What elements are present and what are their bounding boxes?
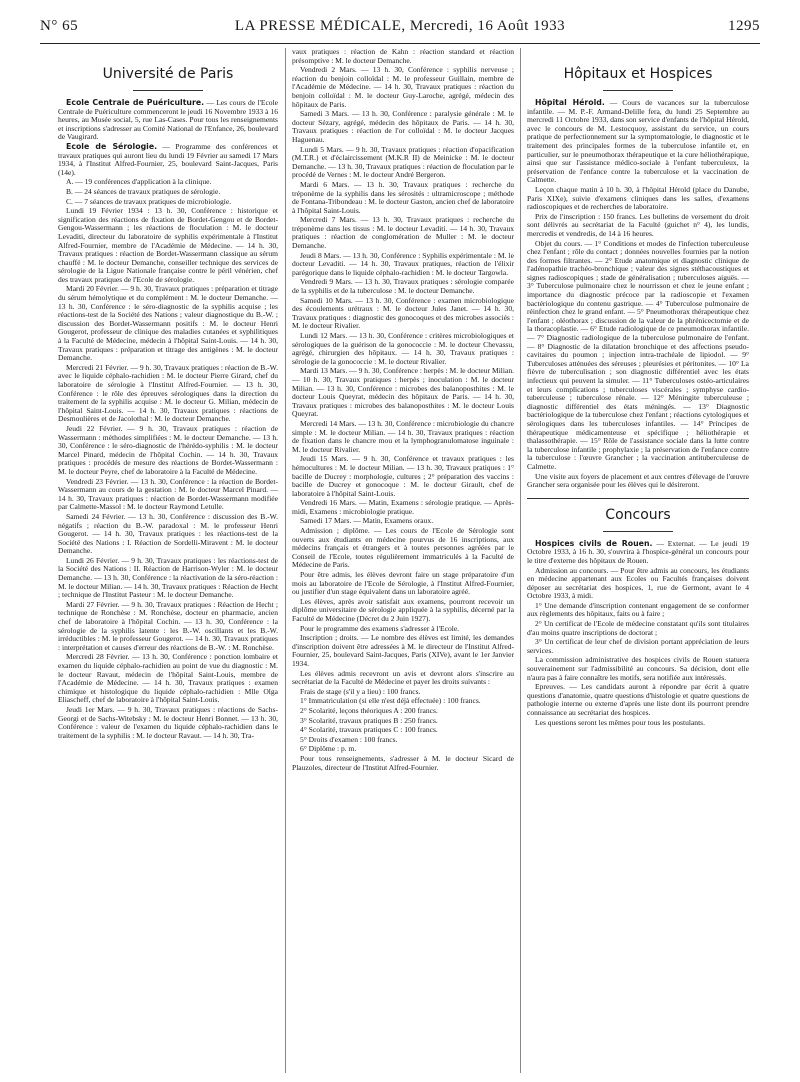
paragraph [292, 367, 514, 419]
column-2 [292, 48, 514, 1068]
paragraph-text: vaux pratiques : réaction de Kahn : réaction standard et réaction présomptive : M. le docteur Demanche. [292, 48, 514, 65]
paragraph-text: A. — 19 conférences d'application à la clinique. [66, 177, 212, 187]
section-rule [527, 498, 749, 499]
paragraph-text: Jeudi 1er Mars. — 9 h. 30, Travaux pratiques : réactions de Sachs-Georgi et de Sachs-Witebsky : M. le docteur Henri Bonnet. — 13 h. 30, Conférence : valeur de l'examen du liquide céphalo-rachidien dans le traitement de la syphilis : M. le docteur Ravaut. — 14 h. 30, Tra- [58, 704, 278, 740]
paragraph-text: — Externat. — Le jeudi 19 Octobre 1933, à 16 h. 30, s'ouvrira à l'hospice-général un concours pour le titre d'externe des hôpitaux de Rouen. [527, 538, 749, 565]
paragraph [292, 110, 514, 144]
title-rule [603, 90, 673, 91]
paragraph [527, 240, 749, 472]
paragraph [292, 181, 514, 215]
paragraph [58, 143, 278, 177]
paragraph [292, 297, 514, 331]
paragraph [292, 598, 514, 624]
paragraph-text: Frais de stage (s'il y a lieu) : 100 francs. [300, 686, 421, 696]
page-header [40, 18, 760, 42]
paragraph-text: Mardi 20 Février. — 9 h. 30, Travaux pratiques : préparation et titrage du sérum hémolytique et du complément : M. le docteur Demanche. — 13 h. 30, Conférence : le séro-diagnostic de la syphilis acquise ; les réactions-test de la Société des Nations ; valeur diagnostique du B.-W. ; discussion des Bordet-Wassermann positifs : M. le docteur Henri Gougerot, professeur de clinique des maladies cutanées et syphilitiques à la Faculté de Médecine, médecin à l'hôpital Saint-Louis. — 14 h. 30, Travaux pratiques : préparation et titrage des antigènes : M. le docteur Demanche. [58, 284, 278, 363]
paragraph [527, 656, 749, 682]
paragraph-text: La commission administrative des hospices civils de Rouen statuera souverainement sur l'admissibilité au concours. Sa décision, dont elle n'aura pas à faire connaître les motifs, sera notifiée aux intéressés. [527, 655, 749, 682]
paragraph-text: Jeudi 8 Mars. — 13 h. 30, Conférence : Syphilis expérimentale : M. le docteur Levaditi. — 14 h. 30, Travaux pratiques, réaction de l'élixir parégorique dans le liquide céphalo-rachidien : M. le docteur Targowla. [292, 250, 514, 277]
title-rule [603, 531, 673, 532]
paragraph-text: 6° Diplôme : p. m. [300, 744, 357, 754]
paragraph-text: Mercredi 7 Mars. — 13 h. 30, Travaux pratiques : recherche du tréponème dans les tissus : M. le docteur Levaditi. — 14 h. 30, Travaux pratiques : réaction de conglomération de Muller : M. le docteur Demanche. [292, 215, 514, 251]
paragraph [292, 688, 514, 697]
paragraph [527, 567, 749, 601]
paragraph [292, 707, 514, 716]
paragraph-text: — Programme des conférences et travaux pratiques qui auront lieu du lundi 19 Février au samedi 17 Mars 1934, à l'Institut Alfred-Fournier, 25, boulevard Saint-Jacques, Paris (14e). [58, 141, 278, 177]
paragraph-text: Vendredi 23 Février. — 13 h. 30, Conférence : la réaction de Bordet-Wassermann au cours de la gestation : M. le docteur Marcel Pinard. — 14 h. 30, Travaux pratiques : réaction de Bordet-Wassermann modifiée par Calmette-Massol : M. le docteur Raymond Letulle. [58, 476, 278, 512]
column-1-body [58, 99, 278, 740]
paragraph-text: Samedi 17 Mars. — Matin, Examens oraux. [300, 516, 434, 526]
paragraph-text: Lundi 5 Mars. — 9 h. 30, Travaux pratiques : réaction d'opacification (M.T.R.) et d'éclaircissement (M.K.R II) de Meinicke : M. le docteur Demanche. — 13 h. 30, Travaux pratiques : réaction de floculation par le procédé de Vernes : M. le docteur André Bergeron. [292, 144, 514, 180]
paragraph [292, 634, 514, 668]
paragraph [292, 332, 514, 366]
paragraph-text: 3° Un certificat de leur chef de division portant appréciation de leurs services. [527, 637, 749, 655]
paragraph [292, 726, 514, 735]
paragraph [292, 146, 514, 180]
paragraph [58, 188, 278, 197]
paragraph-text: 1° Une demande d'inscription contenant engagement de se conformer aux règlements des hôpitaux, faits ou à faire ; [527, 600, 749, 619]
paragraph-text: 2° Scolarité, leçons théoriques A : 200 francs. [300, 705, 438, 715]
journal-title: LA PRESSE MÉDICALE, Mercredi, 16 Août 1933 [234, 18, 566, 34]
paragraph-text: Pour le programme des examens s'adresser à l'Ecole. [300, 623, 460, 633]
paragraph [527, 473, 749, 490]
paragraph [527, 540, 749, 566]
concours-body [527, 540, 749, 727]
section-title-universite: Université de Paris [102, 66, 234, 82]
paragraph-text: Objet du cours. — 1° Conditions et modes de l'infection tuberculeuse chez l'enfant ; rôle du contact ; données nouvelles fournies par la notion des formes filtrantes. — 2° Etude anatomique et diagnostic clinique de l'adénopathie trachéo-bronchique ; valeur des signes stéthacoustiques et signes radioscopiques ; stade de généralisation ; tuberculoses aiguës. — 3° Tuberculose pulmonaire chez le nourrisson et chez le jeune enfant ; importance du diagnostic précoce par la radioscopie et l'examen bactériologique du contenu gastrique. — 4° Tuberculose pulmonaire de réinfection chez le grand enfant. — 5° Pneumothorax thérapeutique chez l'enfant ; oléothorax ; discussion de la valeur de la phrénicectomie et de la thoracoplastie. — 6° Etude radiologique de ce pneumothorax infantile. — 7° Diagnostic radiologique de la tuberculose pulmonaire de l'enfant. — 8° Diagnostic de la dilatation bronchique et des affections pseudo-cavitaires du poumon ; injection intra-trachéale de lipiodol. — 9° Tuberculoses atténuées des séreuses ; pleurésies et péritonites. — 10° La fièvre de tuberculisation ; son diagnostic différentiel avec les états infectieux qui peuvent la simuler. — 11° Tuberculoses ostéo-articulaires et leurs complications ; tuberculoses viscérales ; symphyse cardio-tuberculeuse ; tuberculose rénale. — 12° Méningite tuberculeuse ; diagnostic différentiel des états méningés. — 13° Diagnostic bactériologique de la tuberculose chez l'enfant ; réactions cytologiques et sérologiques dans les tuberculoses infantiles. — 14° Principes de thérapeutique médicamenteuse et spécifique ; héliothérapie et thalassothérapie. — 15° Rôle de l'assistance sociale dans la lutte contre la tuberculose infantile ; prophylaxie ; la préservation de l'enfance contre la tuberculose : l'œuvre Grancher ; la vaccination antituberculeuse de Calmette. [527, 238, 749, 471]
paragraph [292, 499, 514, 516]
paragraph [58, 557, 278, 600]
hopitaux-body [527, 99, 749, 490]
paragraph-text: Jeudi 22 Février. — 9 h. 30, Travaux pratiques : réaction de Wassermann : méthodes simplifiées : M. le docteur Demanche. — 13 h. 30, Conférence : le séro-diagnostic de l'hérédo-syphilis : M. le docteur Marcel Pinard, médecin de l'hôpital Cochin. — 14 h. 30, Travaux pratiques : procédés de mesure des réactions de Bordet-Wassermann : M. le docteur Peyre, chef de laboratoire à la Faculté de Médecine. [58, 423, 278, 476]
paragraph [292, 252, 514, 278]
paragraph-text: Pour être admis, les élèves devront faire un stage préparatoire d'un mois au laboratoire de l'Ecole de Sérologie, à l'Institut Alfred-Fournier, ou justifier d'un stage équivalent dans un laboratoire agréé. [292, 570, 514, 597]
paragraph [58, 198, 278, 207]
column-divider [520, 48, 521, 1073]
paragraph-text: Jeudi 15 Mars. — 9 h. 30, Conférence et travaux pratiques : les hémocultures : M. le docteur Milian. — 13 h. 30, Travaux pratiques : 1° bacille de Ducrey : morphologie, cultures ; 2° préparation des vaccins : bacille de Ducrey et gonocoque : M. le docteur Girault, chef de laboratoire à l'hôpital Saint-Louis. [292, 454, 514, 498]
paragraph-text: B. — 24 séances de travaux pratiques de sérologie. [66, 186, 221, 196]
paragraph-text: Admission au concours. — Pour être admis au concours, les étudiants en médecine appartenant aux Ecoles ou Facultés françaises doivent déposer au secrétariat des hospices, 1, rue de Germont, avant le 4 Octobre 1933, à midi. [527, 565, 749, 601]
paragraph [292, 517, 514, 526]
paragraph-text: Lundi 19 Février 1934 : 13 h. 30, Conférence : historique et signification des réactions de fixation de Bordet-Gengou et de Bordet-Gengou-Wassermann ; les réactions de floculation : M. le docteur Levaditi, directeur du laboratoire de syphilis expérimentale à l'Institut Alfred-Fournier, membre de l'Académie de Médecine. — 14 h. 30, Travaux pratiques : réaction de Bordet-Wassermann classique au sérum chauffé : M. le docteur Demanche, conseiller technique des services de sérologie de la Ligue Nationale française contre le péril vénérien, chef des travaux pratiques de l'Ecole de sérologie. [58, 206, 278, 284]
paragraph [292, 216, 514, 250]
paragraph [58, 285, 278, 362]
paragraph-heading: Hospices civils de Rouen. [535, 538, 653, 548]
paragraph-text: Mardi 6 Mars. — 13 h. 30, Travaux pratiques : recherche du tréponème de la syphilis dans les sérosités : ultramicroscope ; méthode de Fontana-Tribondeau : M. le docteur Gaston, ancien chef de laboratoire à l'hôpital Saint-Louis. [292, 179, 514, 215]
paragraph-text: Vendredi 16 Mars. — Matin, Examens : sérologie pratique. — Après-midi, Examens : microbiologie pratique. [292, 498, 514, 516]
paragraph-text: Prix de l'inscription : 150 francs. Les bulletins de versement du droit sont délivrés au secrétariat de la Faculté (guichet n° 4), les lundis, mercredis et vendredis, de 14 à 16 heures. [527, 211, 749, 238]
paragraph-heading: Ecole de Sérologie. [66, 141, 158, 151]
paragraph [292, 745, 514, 754]
paragraph-text: Lundi 12 Mars. — 13 h. 30, Conférence : critères microbiologiques et sérologiques de la guérison de la gonococcie : M. le docteur Chevassu, agrégé, chirurgien des hôpitaux. — 14 h. 30, Travaux pratiques : sérologie de la gonococcie : M. le docteur Rivalier. [292, 331, 514, 366]
column-3 [527, 48, 749, 1068]
paragraph [292, 527, 514, 570]
paragraph-text: 4° Scolarité, travaux pratiques C : 100 francs. [300, 725, 438, 735]
paragraph-heading: Ecole Centrale de Puériculture. [66, 98, 205, 107]
paragraph [527, 99, 749, 185]
paragraph-text: 5° Droits d'examen : 100 francs. [300, 734, 398, 744]
page-number: 1295 [728, 18, 760, 34]
paragraph-text: Les élèves, après avoir satisfait aux examens, pourront recevoir un diplôme universitaire de sérologie appliquée à la syphilis, décerné par la Faculté de Médecine (Décret du 2 Juin 1927). [292, 596, 514, 623]
section-title-hopitaux: Hôpitaux et Hospices [563, 66, 713, 82]
paragraph [292, 66, 514, 109]
paragraph [58, 425, 278, 477]
paragraph-text: Lundi 26 Février. — 9 h. 30, Travaux pratiques : les réactions-test de la Société des Nations : II. Réaction de Harrison-Wyler : M. le docteur Demanche. — 13 h. 30, Conférence : la réactivation de la séro-réaction : M. le docteur Milian. — 14 h. 30, Travaux pratiques : Réaction de Hecht ; technique de l'Institut Pasteur : M. le docteur Demanche. [58, 555, 278, 600]
paragraph-text: Pour tous renseignements, s'adresser à M. le docteur Sicard de Plauzoles, directeur de l'Institut Alfred-Fournier. [292, 753, 514, 772]
paragraph [58, 99, 278, 142]
paragraph-text: 2° Un certificat de l'Ecole de médecine constatant qu'ils sont titulaires d'au moins quatre inscriptions de doctorat ; [527, 619, 749, 637]
paragraph [58, 653, 278, 705]
paragraph [527, 186, 749, 212]
paragraph-text: Vendredi 2 Mars. — 13 h. 30, Conférence : syphilis nerveuse ; réaction du benjoin colloïdal : M. le professeur Guillain, membre de l'Académie de Médecine. — 14 h. 30, Travaux pratiques : réaction du benjoin colloïdal : M. le docteur Guy-Laroche, agrégé, médecin des hôpitaux de Paris. [292, 65, 514, 109]
paragraph [58, 601, 278, 653]
paragraph [292, 48, 514, 65]
paragraph [58, 207, 278, 284]
paragraph [292, 278, 514, 295]
paragraph [58, 364, 278, 424]
paragraph-text: Une visite aux foyers de placement et aux centres d'élevage de l'œuvre Grancher sera organisée pour les élèves qui le désireront. [527, 471, 749, 490]
paragraph-text: Les élèves admis recevront un avis et devront alors s'inscrire au secrétariat de la Faculté de Médecine et payer les droits suivants : [292, 668, 514, 687]
paragraph [292, 571, 514, 597]
column-2-body [292, 48, 514, 772]
paragraph [527, 213, 749, 239]
paragraph [292, 420, 514, 454]
paragraph [292, 670, 514, 687]
paragraph-text: — Les cours de l'Ecole Centrale de Puériculture commenceront le jeudi 16 Novembre 1933 à 16 heures, au Musée social, 5, rue Las-Cases. Pour tous les renseignements et inscriptions s'adresser au Comité National de l'Enfance, 26, boulevard de Vaugirard. [58, 98, 278, 142]
paragraph [527, 683, 749, 717]
paragraph-text: Vendredi 9 Mars. — 13 h. 30, Travaux pratiques : sérologie comparée de la syphilis et de la tuberculose : M. le docteur Demanche. [292, 277, 514, 296]
paragraph [527, 638, 749, 655]
paragraph [58, 706, 278, 740]
paragraph-text: Mercredi 28 Février. — 13 h. 30, Conférence : ponction lombaire et examen du liquide céphalo-rachidien au point de vue du diagnostic : M. le docteur Ravaut, médecin de l'hôpital Saint-Louis, membre de l'Académie de Médecine. — 14 h. 30, Travaux pratiques : examen chimique et histologique du liquide céphalo-rachidien : Mlle Olga Eliascheff, chef de laboratoire à l'hôpital Saint-Louis. [58, 652, 278, 705]
paragraph-text: Admission ; diplôme. — Les cours de l'Ecole de Sérologie sont ouverts aux étudiants en médecine pourvus de 16 inscriptions, aux médecins français et étrangers et à toutes personnes agréées par le Conseil de l'Ecole, toutes régulièrement immatriculés à la Faculté de Médecine de Paris. [292, 526, 514, 570]
paragraph-text: C. — 7 séances de travaux pratiques de microbiologie. [66, 196, 232, 206]
paragraph [292, 455, 514, 498]
paragraph [292, 625, 514, 634]
paragraph [292, 755, 514, 772]
column-1 [58, 48, 278, 1068]
paragraph-text: Samedi 24 Février. — 13 h. 30, Conférence : discussion des B.-W. négatifs ; réaction du B.-W. paradoxal : M. le professeur Henri Gougerot. — 14 h. 30, Travaux pratiques : les réactions-test de la Société des Nations : I. Réaction de Sordelli-Miravent : M. le docteur Demanche. [58, 511, 278, 556]
section-title-concours: Concours [605, 506, 671, 523]
paragraph-text: Mercredi 14 Mars. — 13 h. 30, Conférence : microbiologie du chancre simple : M. le docteur Milian. — 14 h. 30, Travaux pratiques : réaction de fixation dans le chancre mou et la lymphogranulomatose inguinale : M. le docteur Rivalier. [292, 418, 514, 454]
paragraph-text: Epreuves. — Les candidats auront à répondre par écrit à quatre questions d'anatomie, quatre questions d'histologie et quatre questions de pathologie interne ou externe d'après une liste dont ils pourront prendre connaissance au secrétariat des hospices. [527, 682, 749, 717]
header-rule [40, 43, 760, 44]
paragraph-text: Samedi 10 Mars. — 13 h. 30, Conférence : examen microbiologique des écoulements urétraux : M. le docteur Jules Janet. — 14 h. 30, Travaux pratiques : diagnostic des gonocoques et des microbes associés : M. le docteur Rivalier. [292, 295, 514, 331]
paragraph [58, 478, 278, 512]
paragraph-text: Les questions seront les mêmes pour tous les postulants. [535, 717, 705, 727]
paragraph [527, 620, 749, 637]
paragraph-text: Mercredi 21 Février. — 9 h. 30, Travaux pratiques : réaction de B.-W. avec le liquide céphalo-rachidien : M. le docteur Pierre Girard, chef du laboratoire de sérologie à l'Institut Alfred-Fournier. — 13 h. 30, Conférence : le rôle des épreuves sérologiques dans la direction du traitement de la syphilis acquise : M. le docteur G. Milian, médecin de l'hôpital Saint-Louis. — 14 h. 30, Travaux pratiques : réactions de Desmoulières et de Jacolothal : M. le docteur Demanche. [58, 362, 278, 424]
issue-number: N° 65 [40, 18, 79, 34]
paragraph-text: Mardi 13 Mars. — 9 h. 30, Conférence : herpès : M. le docteur Milian. — 10 h. 30, Travaux pratiques : herpès ; inoculation : M. le docteur Milian. — 13 h. 30, Conférence : microbes des balanoposthites : M. le docteur Louis Queyrat, médecin des hôpitaux de Paris. — 14 h. 30, Travaux pratiques : microbes des balanoposthites : M. le docteur Louis Queyrat. [292, 366, 514, 419]
paragraph [527, 719, 749, 728]
paragraph-text: — Cours de vacances sur la tuberculose infantile. — M. P.-F. Armand-Delille fera, du lundi 25 Septembre au mercredi 11 Octobre 1933, dans son service d'enfants de l'hôpital Hérold, avec le concours de M. Lestocquoy, assistant du service, un cours pratique de perfectionnement sur la symptomatologie, le diagnostic et le traitement des principales formes de la tuberculose infantile et, en particulier, sur le pneumothorax thérapeutique et la cure héliothérapique, ainsi que sur l'assistance médico-sociale à l'enfant tuberculeux, la préservation de l'enfance contre la tuberculose et la vaccination de Calmette. [527, 98, 749, 185]
paragraph-text: Leçon chaque matin à 10 h. 30, à l'hôpital Hérold (place du Danube, Paris XIXe), suivie d'examens cliniques dans les salles, d'examens radioscopiques et de recherches de laboratoire. [527, 184, 749, 212]
paragraph [58, 513, 278, 556]
paragraph-heading: Hôpital Hérold. [535, 98, 605, 107]
title-rule [133, 90, 203, 91]
column-divider [285, 48, 286, 1073]
paragraph [292, 736, 514, 745]
paragraph-text: 3° Scolarité, travaux pratiques B : 250 francs. [300, 715, 438, 725]
paragraph-text: Inscription ; droits. — Le nombre des élèves est limité, les demandes d'inscription doivent être adressées à M. le directeur de l'Institut Alfred-Fournier, 25, boulevard Saint-Jacques, Paris (XIVe), avant le 1er Janvier 1934. [292, 633, 514, 668]
paragraph [292, 697, 514, 706]
paragraph [527, 602, 749, 619]
paragraph-text: Mardi 27 Février. — 9 h. 30, Travaux pratiques : Réaction de Hecht ; technique de Ronchèse : M. Ronchèse, docteur en pharmacie, ancien chef de laboratoire à l'hôpital Cochin. — 13 h. 30, Conférence : la sérologie de la syphilis latente : les B.-W. oscillants et les B.-W. irréductibles : M. le professeur Gougerot. — 14 h. 30, Travaux pratiques : interprétation et causes d'erreur des réactions de B.-W. : M. Ronchèse. [58, 599, 278, 652]
paragraph [292, 717, 514, 726]
paragraph [58, 178, 278, 187]
paragraph-text: Samedi 3 Mars. — 13 h. 30, Conférence : paralysie générale : M. le docteur Sézary, agrégé, médecin des hôpitaux de Paris. — 14 h. 30, Travaux pratiques : réaction de l'or colloïdal : M. le docteur Jacques Haguenau. [292, 109, 514, 144]
paragraph-text: 1° Immatriculation (si elle n'est déjà effectuée) : 100 francs. [300, 696, 481, 706]
